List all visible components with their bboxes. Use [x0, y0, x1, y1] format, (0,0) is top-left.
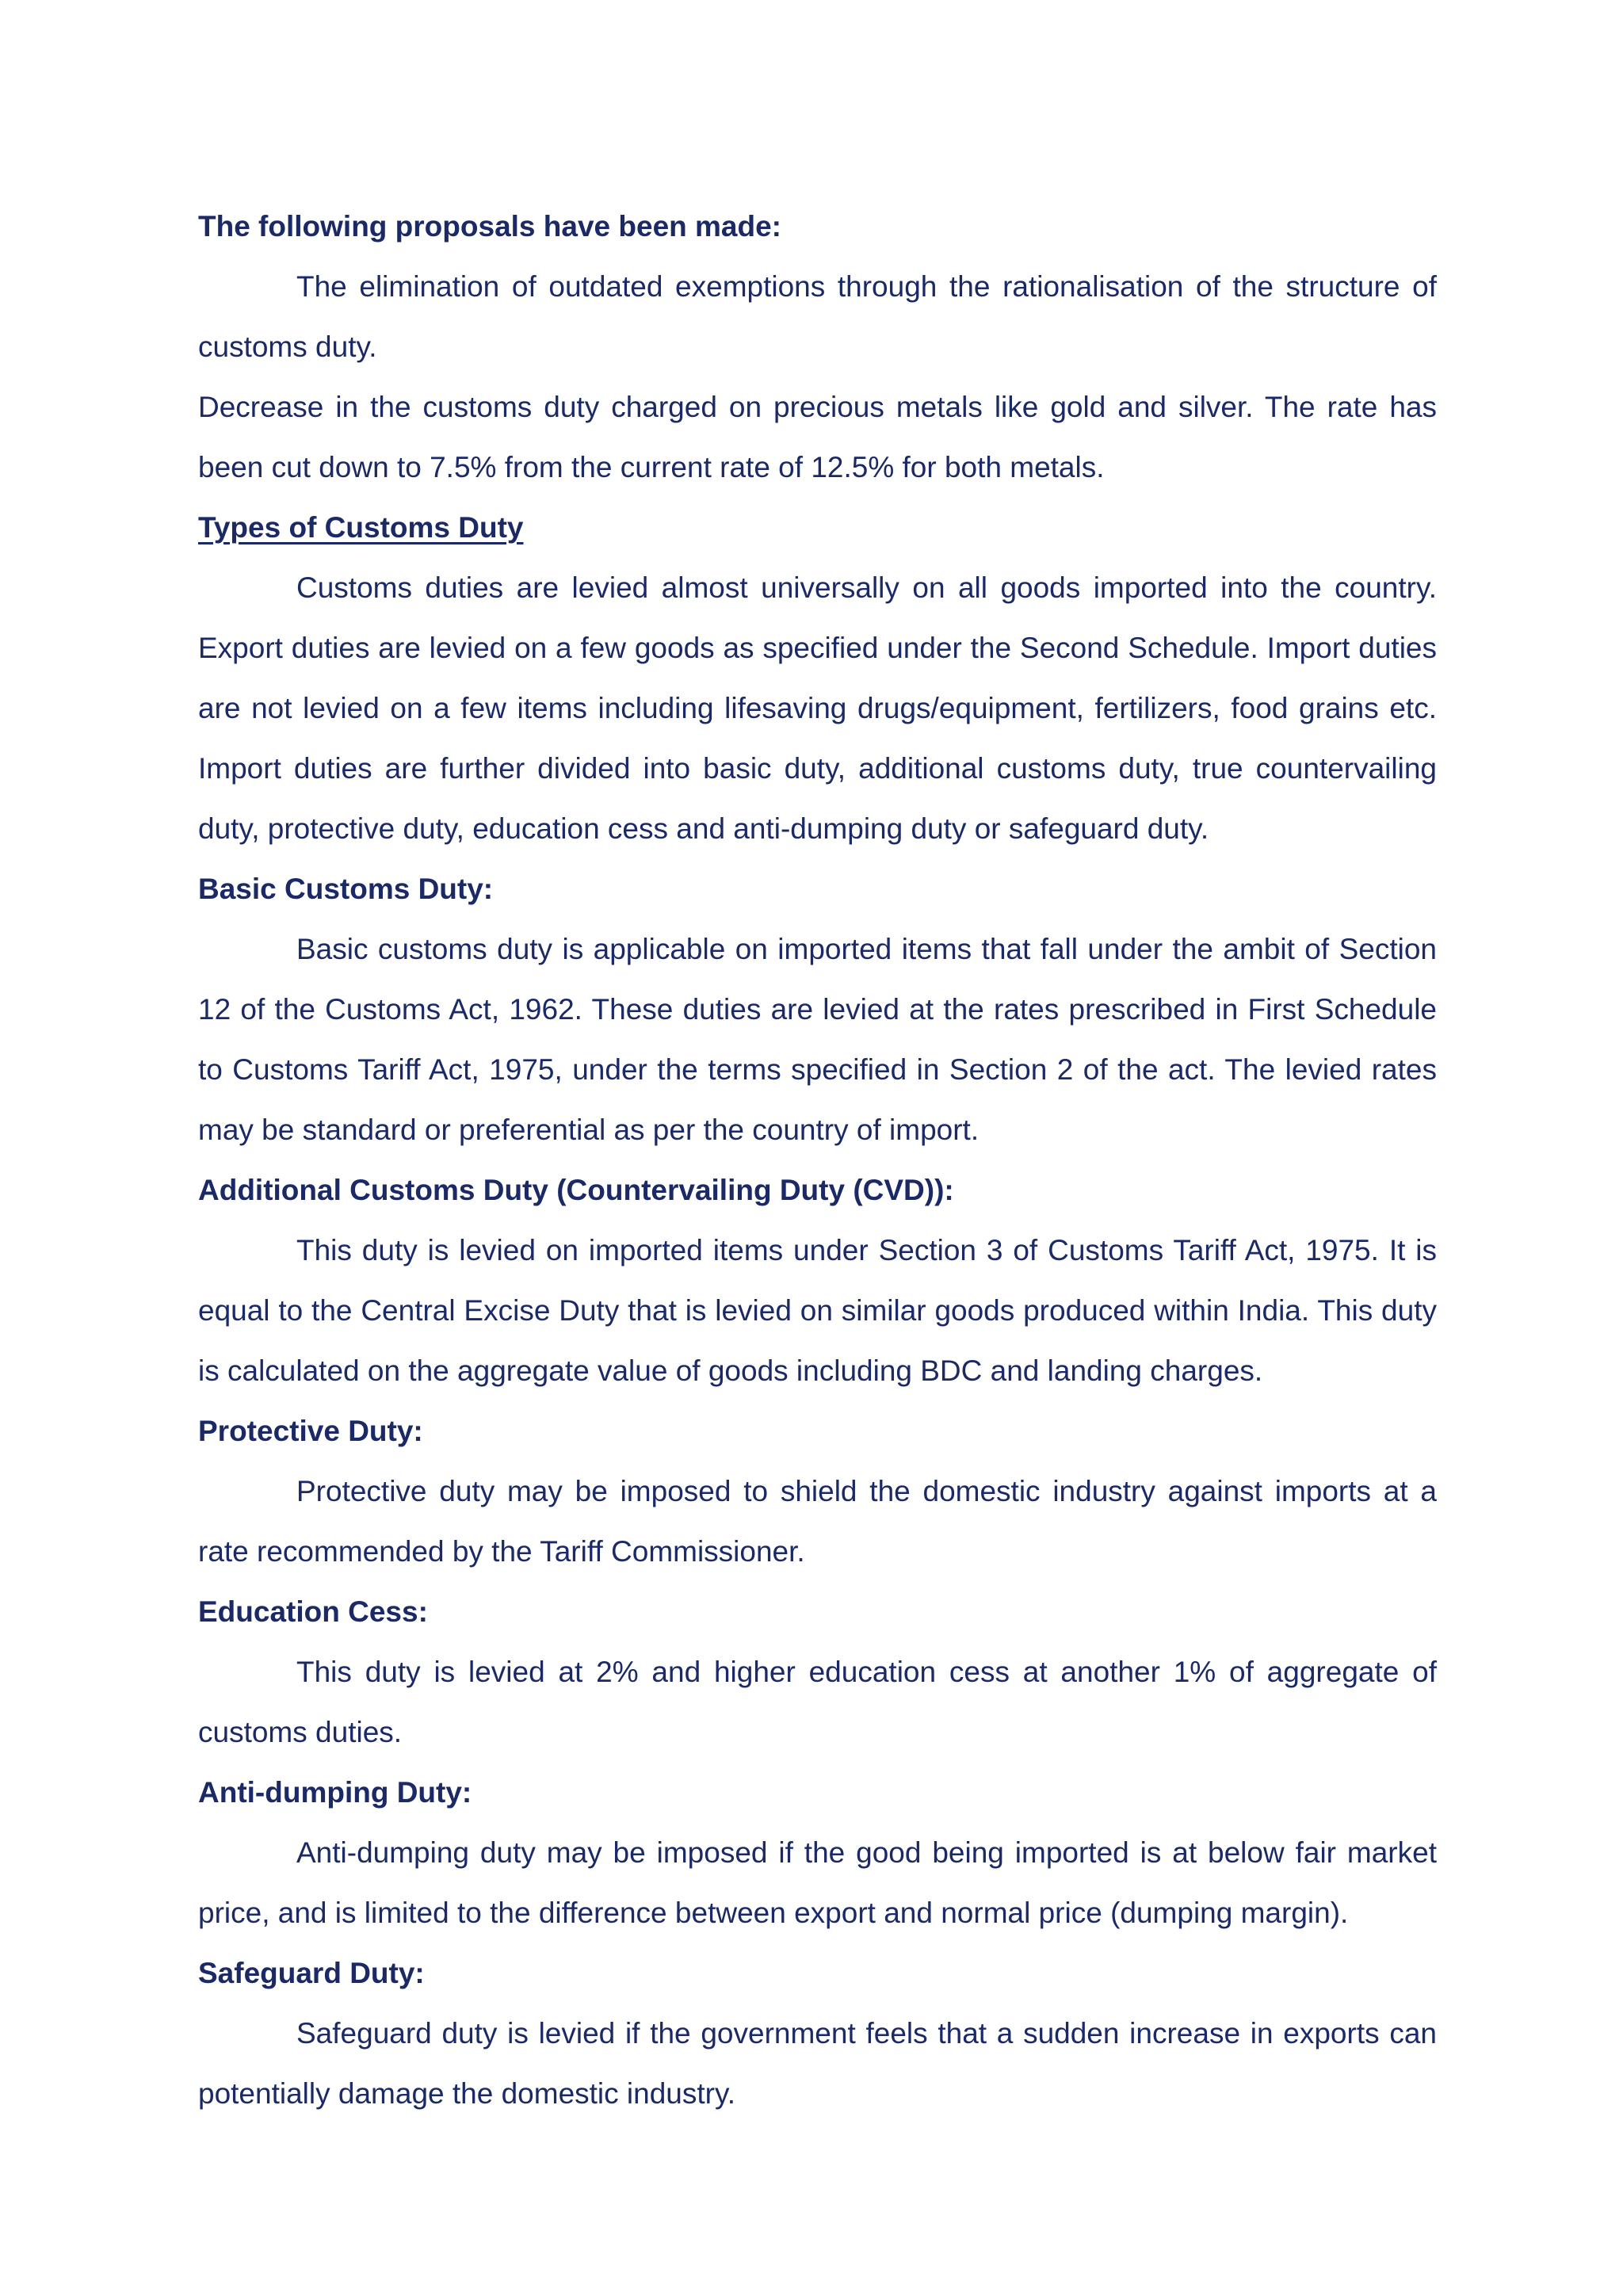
types-of-customs-duty-body: Customs duties are levied almost universally on all goods imported into the country. Export duties are levied on a few goods as specified under the Second Schedule. Import duties are not levied on a few items including lifesaving drugs/equipment, fertilizers, food grains etc. Import duties are further divided into basic duty, additional customs duty, true countervailing duty, protective duty, education cess and anti-dumping duty or safeguard duty.	[198, 571, 1437, 845]
proposals-heading: The following proposals have been made:	[198, 210, 782, 243]
protective-duty-heading: Protective Duty:	[198, 1415, 423, 1447]
basic-customs-duty-heading: Basic Customs Duty:	[198, 873, 494, 905]
safeguard-duty-heading: Safeguard Duty:	[198, 1957, 425, 1989]
additional-customs-duty-body: This duty is levied on imported items under Section 3 of Customs Tariff Act, 1975. It is equal to the Central Excise Duty that is levied on similar goods produced within India. This duty is calculated on the aggregate value of goods including BDC and landing charges.	[198, 1234, 1437, 1387]
proposal-item-precious-metals: Decrease in the customs duty charged on precious metals like gold and silver. The rate has been cut down to 7.5% from the current rate of 12.5% for both metals.	[198, 391, 1437, 483]
education-cess-body: This duty is levied at 2% and higher education cess at another 1% of aggregate of customs duties.	[198, 1656, 1437, 1748]
basic-customs-duty-body: Basic customs duty is applicable on imported items that fall under the ambit of Section 12 of the Customs Act, 1962. These duties are levied at the rates prescribed in First Schedule to Customs Tariff Act, 1975, under the terms specified in Section 2 of the act. The levied rates may be standard or preferential as per the country of import.	[198, 933, 1437, 1146]
safeguard-duty-body: Safeguard duty is levied if the government feels that a sudden increase in exports can potentially damage the domestic industry.	[198, 2017, 1437, 2110]
protective-duty-body: Protective duty may be imposed to shield the domestic industry against imports at a rate recommended by the Tariff Commissioner.	[198, 1475, 1437, 1568]
anti-dumping-duty-heading: Anti-dumping Duty:	[198, 1776, 472, 1809]
anti-dumping-duty-body: Anti-dumping duty may be imposed if the good being imported is at below fair market price, and is limited to the difference between export and normal price (dumping margin).	[198, 1836, 1437, 1929]
additional-customs-duty-heading: Additional Customs Duty (Countervailing Duty (CVD)):	[198, 1174, 954, 1206]
proposal-item-outdated-exemptions: The elimination of outdated exemptions through the rationalisation of the structure of customs duty.	[198, 270, 1437, 363]
education-cess-heading: Education Cess:	[198, 1595, 428, 1628]
types-of-customs-duty-heading: Types of Customs Duty	[198, 511, 524, 544]
document-page	[198, 197, 1437, 2124]
